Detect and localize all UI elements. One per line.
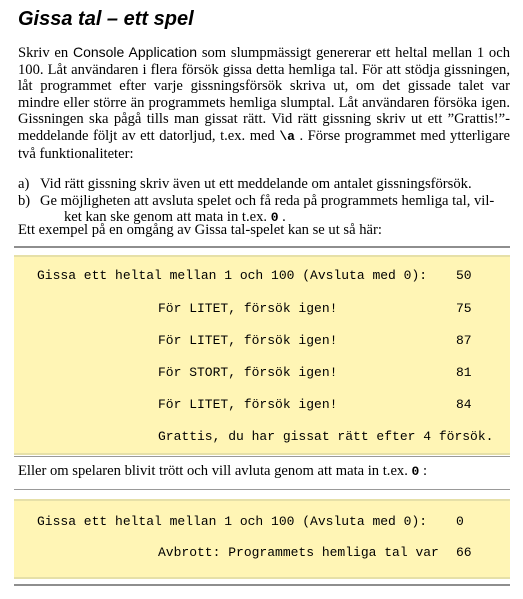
console-response: För STORT, försök igen!: [158, 365, 338, 380]
divider: [14, 584, 510, 586]
console-response: För LITET, försök igen!: [158, 333, 338, 348]
divider: [14, 489, 510, 490]
list-item-text: Vid rätt gissning skriv även ut ett meddelande om antalet gissningsförsök.: [40, 176, 472, 192]
console-input: 81: [456, 365, 472, 380]
secret-number: 66: [456, 545, 472, 560]
exit-code: 0: [411, 464, 420, 479]
desc-text-1: Skriv en: [18, 45, 73, 61]
console-success-message: Grattis, du har gissat rätt efter 4 försök.: [158, 429, 494, 444]
task-description: [18, 44, 510, 162]
exit-intro-text: Eller om spelaren blivit trött och vill avluta genom att mata in t.ex.: [18, 463, 412, 479]
exit-example-intro: [18, 463, 427, 480]
list-item-text: Ge möjligheten att avsluta spelet och få reda på programmets hemliga tal, vil-: [40, 192, 495, 209]
desc-text-2: som slumpmässigt genererar ett heltal mellan 1 och 100. Låt användaren i flera försök gissa detta hemliga tal. För att stödja gissningen, låt programmet efter varje gissningsförsök skriva ut, om det gissade talet var mindre eller större än programmets hemliga slumptal. Låt användaren försöka igen. Gissningen ska pågå tills man gissat rätt. Vid rätt gissning skriv ut ett ”Grattis!”-meddelande följt av ett datorljud, t.ex. med: [18, 45, 510, 144]
console-input: 75: [456, 301, 472, 316]
continuation-end: .: [278, 209, 286, 226]
list-item: [18, 176, 510, 193]
console-input: 84: [456, 397, 472, 412]
console-example-2: [14, 499, 510, 579]
console-example-1: [14, 255, 510, 455]
console-prompt: Gissa ett heltal mellan 1 och 100 (Avsluta med 0):: [37, 514, 428, 529]
exit-code: 0: [270, 210, 279, 226]
console-prompt: Gissa ett heltal mellan 1 och 100 (Avsluta med 0):: [37, 268, 428, 283]
console-abort-message: Avbrott: Programmets hemliga tal var: [158, 545, 439, 560]
bell-escape-code: \a: [279, 128, 295, 144]
list-item: [18, 193, 510, 210]
console-input: 0: [456, 514, 464, 529]
divider: [14, 246, 510, 248]
exit-intro-end: :: [419, 463, 428, 479]
console-response: För LITET, försök igen!: [158, 397, 338, 412]
console-response: För LITET, försök igen!: [158, 301, 338, 316]
page-title: Gissa tal – ett spel: [18, 8, 194, 30]
list-item-label: a): [18, 176, 30, 192]
requirement-list: [18, 176, 510, 227]
example-intro: Ett exempel på en omgång av Gissa tal-spelet kan se ut så här:: [18, 222, 382, 238]
divider: [14, 456, 510, 457]
console-application-term: Console Application: [72, 44, 198, 60]
list-item-label: b): [18, 192, 31, 209]
console-input: 50: [456, 268, 472, 283]
console-input: 87: [456, 333, 472, 348]
desc-text-3: . Förse programmet med ytterligare två funktionaliteter:: [18, 127, 511, 162]
continuation-text: ket kan ske genom att mata in t.ex.: [64, 209, 271, 226]
